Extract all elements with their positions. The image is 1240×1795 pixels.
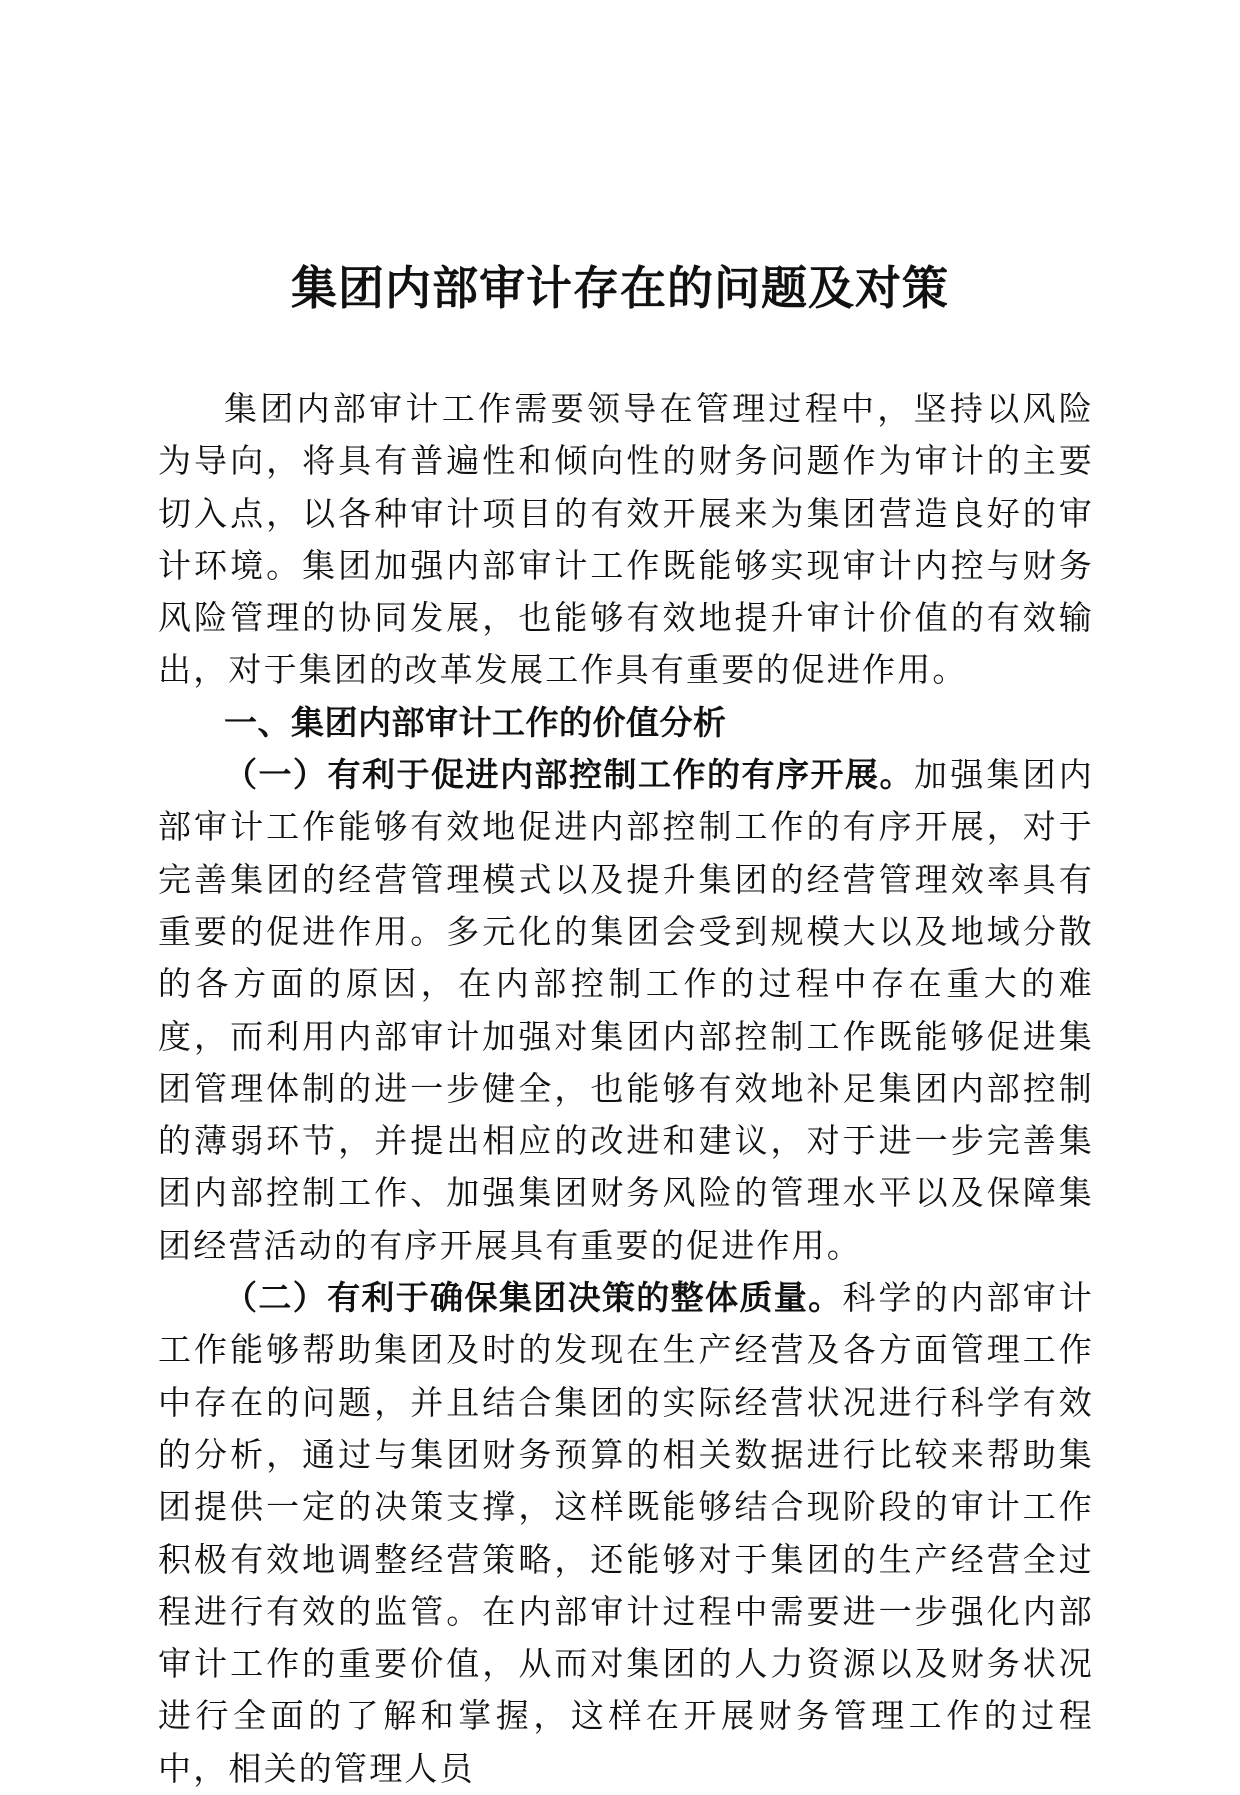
document-title: 集团内部审计存在的问题及对策 [291,261,949,315]
subsection-lead-2: （二）有利于确保集团决策的整体质量。 [224,1278,843,1318]
subsection-body-2: 科学的内部审计工作能够帮助集团及时的发现在生产经营及各方面管理工作中存在的问题，并且结合集团的实际经营状况进行科学有效的分析，通过与集团财务预算的相关数据进行比较来帮助集团提供一定的决策支撑，这样既能够结合现阶段的审计工作积极有效地调整经营策略，还能够对于集团的生产经营全过程进行有效的监管。在内部审计过程中需要进一步强化内部审计工作的重要价值，从而对集团的人力资源以及财务状况进行全面的了解和掌握，这样在开展财务管理工作的过程中，相关的管理人员 [158,1278,1095,1788]
section-heading: 一、集团内部审计工作的价值分析 [224,702,727,742]
subsection-paragraph-2 [158,1272,1094,1795]
subsection-lead-1: （一）有利于促进内部控制工作的有序开展。 [224,755,914,795]
subsection-paragraph-1 [158,749,1094,1272]
subsection-body-1: 加强集团内部审计工作能够有效地促进内部控制工作的有序开展，对于完善集团的经营管理模式以及提升集团的经营管理效率具有重要的促进作用。多元化的集团会受到规模大以及地域分散的各方面的原因，在内部控制工作的过程中存在重大的难度，而利用内部审计加强对集团内部控制工作既能够促进集团管理体制的进一步健全，也能够有效地补足集团内部控制的薄弱环节，并提出相应的改进和建议，对于进一步完善集团内部控制工作、加强集团财务风险的管理水平以及保障集团经营活动的有序开展具有重要的促进作用。 [158,755,1094,1265]
document-body [158,383,1094,1795]
intro-paragraph: 集团内部审计工作需要领导在管理过程中，坚持以风险为导向，将具有普遍性和倾向性的财务问题作为审计的主要切入点，以各种审计项目的有效开展来为集团营造良好的审计环境。集团加强内部审计工作既能够实现审计内控与财务风险管理的协同发展，也能够有效地提升审计价值的有效输出，对于集团的改革发展工作具有重要的促进作用。 [158,389,1094,690]
